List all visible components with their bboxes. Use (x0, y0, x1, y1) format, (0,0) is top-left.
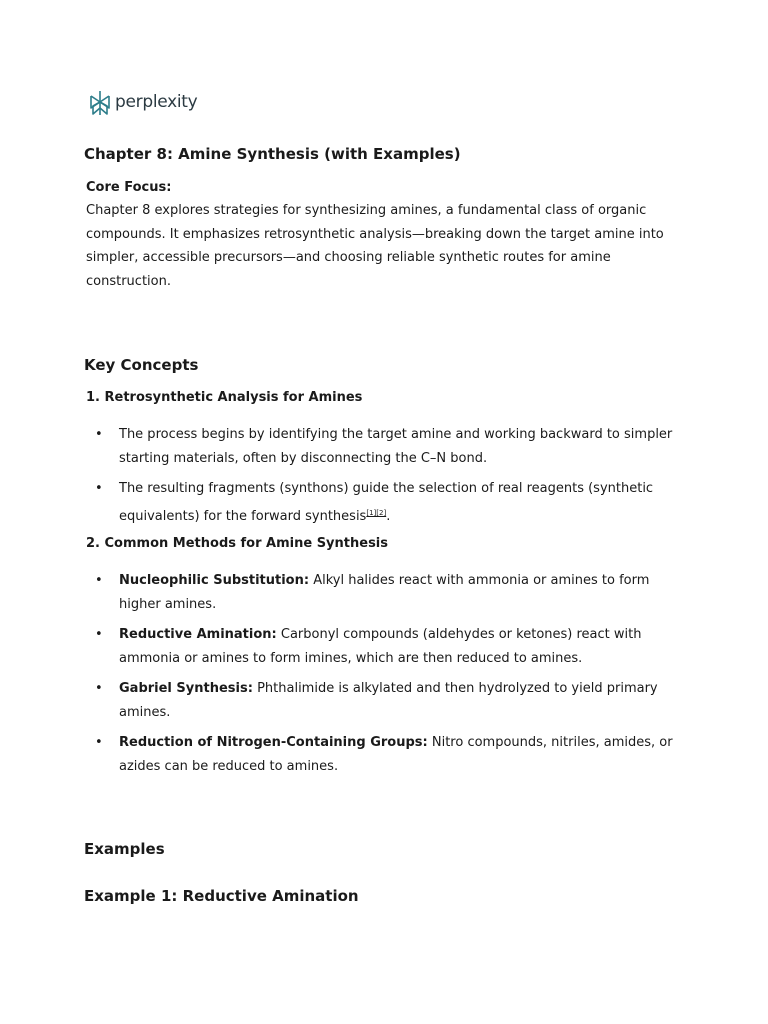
list-item-text: Carbonyl compounds (aldehydes or ketones) react with ammonia or amines to form imines, which are then reduced to amines. (119, 627, 642, 666)
examples-heading: Examples (84, 840, 165, 858)
list-item (95, 623, 695, 671)
bullet-icon: • (95, 573, 103, 588)
list-item-text: Alkyl halides react with ammonia or amines to form higher amines. (119, 573, 650, 612)
list-item-text: Nitro compounds, nitriles, amides, or azides can be reduced to amines. (119, 735, 673, 774)
citation-link[interactable]: [1][2] (366, 509, 387, 517)
list-item (95, 477, 695, 529)
list-item-term: Reductive Amination: (119, 627, 277, 642)
example-1-heading: Example 1: Reductive Amination (84, 887, 359, 905)
list-item-end: . (386, 509, 391, 524)
bullet-icon: • (95, 481, 103, 496)
bullet-icon: • (95, 735, 103, 750)
list-item-term: Gabriel Synthesis: (119, 681, 253, 696)
list-item (95, 677, 695, 725)
logo-wordmark: perplexity (115, 92, 198, 112)
perplexity-logo-icon (89, 90, 111, 116)
section-2-heading: 2. Common Methods for Amine Synthesis (86, 536, 389, 551)
section-2-list (95, 569, 695, 785)
list-item-text: Phthalimide is alkylated and then hydrolyzed to yield primary amines. (119, 681, 658, 720)
section-1-list (95, 423, 695, 535)
list-item-term: Nucleophilic Substitution: (119, 573, 310, 588)
core-focus-paragraph: Chapter 8 explores strategies for synthesizing amines, a fundamental class of organic compounds. It emphasizes retrosynthetic analysis—breaking down the target amine into simpler, accessible precursors—and choosing reliable synthetic routes for amine construction. (86, 203, 664, 290)
list-item (95, 423, 695, 471)
key-concepts-heading: Key Concepts (84, 356, 199, 374)
bullet-icon: • (95, 627, 103, 642)
list-item-text: The process begins by identifying the target amine and working backward to simpler starting materials, often by disconnecting the C–N bond. (119, 427, 673, 466)
list-item-text: The resulting fragments (synthons) guide the selection of real reagents (synthetic equivalents) for the forward synthesis (119, 481, 654, 524)
section-1-heading: 1. Retrosynthetic Analysis for Amines (86, 390, 363, 405)
list-item (95, 569, 695, 617)
bullet-icon: • (95, 681, 103, 696)
chapter-title: Chapter 8: Amine Synthesis (with Examples) (84, 145, 461, 163)
core-focus-label: Core Focus: (86, 180, 172, 195)
list-item-term: Reduction of Nitrogen-Containing Groups: (119, 735, 428, 750)
list-item (95, 731, 695, 779)
perplexity-logo (89, 90, 197, 116)
bullet-icon: • (95, 427, 103, 442)
